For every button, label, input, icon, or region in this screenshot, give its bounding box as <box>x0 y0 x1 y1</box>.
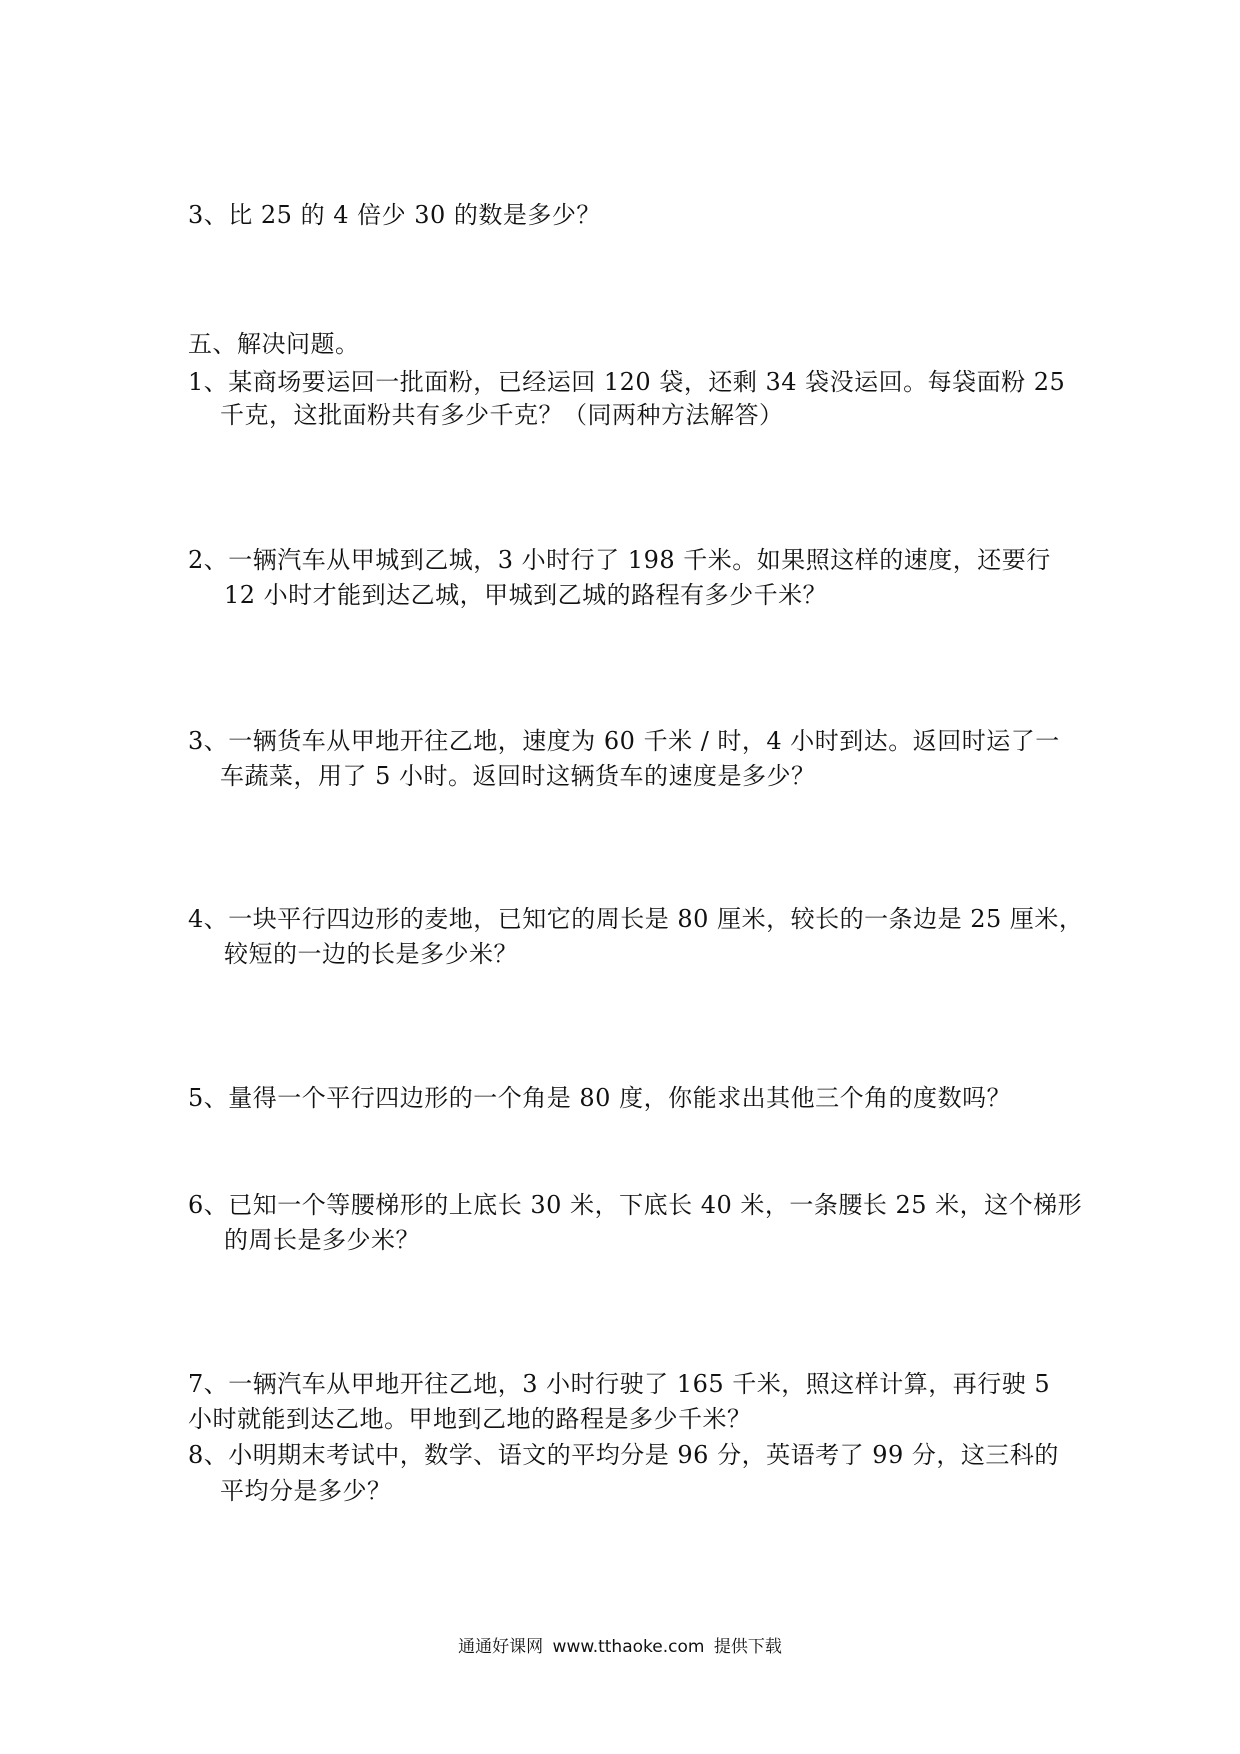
section-title: 五、解决问题。 <box>188 330 360 358</box>
question-3-prev: 3、比 25 的 4 倍少 30 的数是多少？ <box>188 201 601 229</box>
page-footer <box>0 1636 1240 1658</box>
problem-8-line-2: 平均分是多少？ <box>220 1477 392 1505</box>
problem-2-line-2: 12 小时才能到达乙城，甲城到乙城的路程有多少千米？ <box>224 581 828 609</box>
problem-2-line-1: 2、一辆汽车从甲城到乙城，3 小时行了 198 千米。如果照这样的速度，还要行 <box>188 546 1051 574</box>
problem-1-line-1: 1、某商场要运回一批面粉，已经运回 120 袋，还剩 34 袋没运回。每袋面粉 25 <box>188 368 1066 396</box>
problem-6-line-1: 6、已知一个等腰梯形的上底长 30 米，下底长 40 米，一条腰长 25 米，这个梯形 <box>188 1191 1083 1219</box>
footer-brand: 通通好课网 <box>458 1637 544 1657</box>
problem-6-line-2: 的周长是多少米？ <box>224 1226 420 1254</box>
problem-4-line-2: 较短的一边的长是多少米？ <box>224 940 518 968</box>
footer-action: 提供下载 <box>713 1637 782 1657</box>
problem-7-line-1: 7、一辆汽车从甲地开往乙地，3 小时行驶了 165 千米，照这样计算，再行驶 5 <box>188 1370 1051 1398</box>
problem-3-line-2: 车蔬菜，用了 5 小时。返回时这辆货车的速度是多少？ <box>220 762 816 790</box>
problem-4-line-1: 4、一块平行四边形的麦地，已知它的周长是 80 厘米，较长的一条边是 25 厘米， <box>188 905 1084 933</box>
problem-1-line-2: 千克，这批面粉共有多少千克？（同两种方法解答） <box>220 401 784 429</box>
problem-3-line-1: 3、一辆货车从甲地开往乙地，速度为 60 千米 / 时，4 小时到达。返回时运了一 <box>188 727 1060 755</box>
problem-5-line-1: 5、量得一个平行四边形的一个角是 80 度，你能求出其他三个角的度数吗？ <box>188 1084 1012 1112</box>
problem-8-line-1: 8、小明期末考试中，数学、语文的平均分是 96 分，英语考了 99 分，这三科的 <box>188 1441 1059 1469</box>
footer-site-link[interactable]: www.tthaoke.com <box>552 1637 705 1657</box>
problem-7-line-2: 小时就能到达乙地。甲地到乙地的路程是多少千米？ <box>188 1405 752 1433</box>
